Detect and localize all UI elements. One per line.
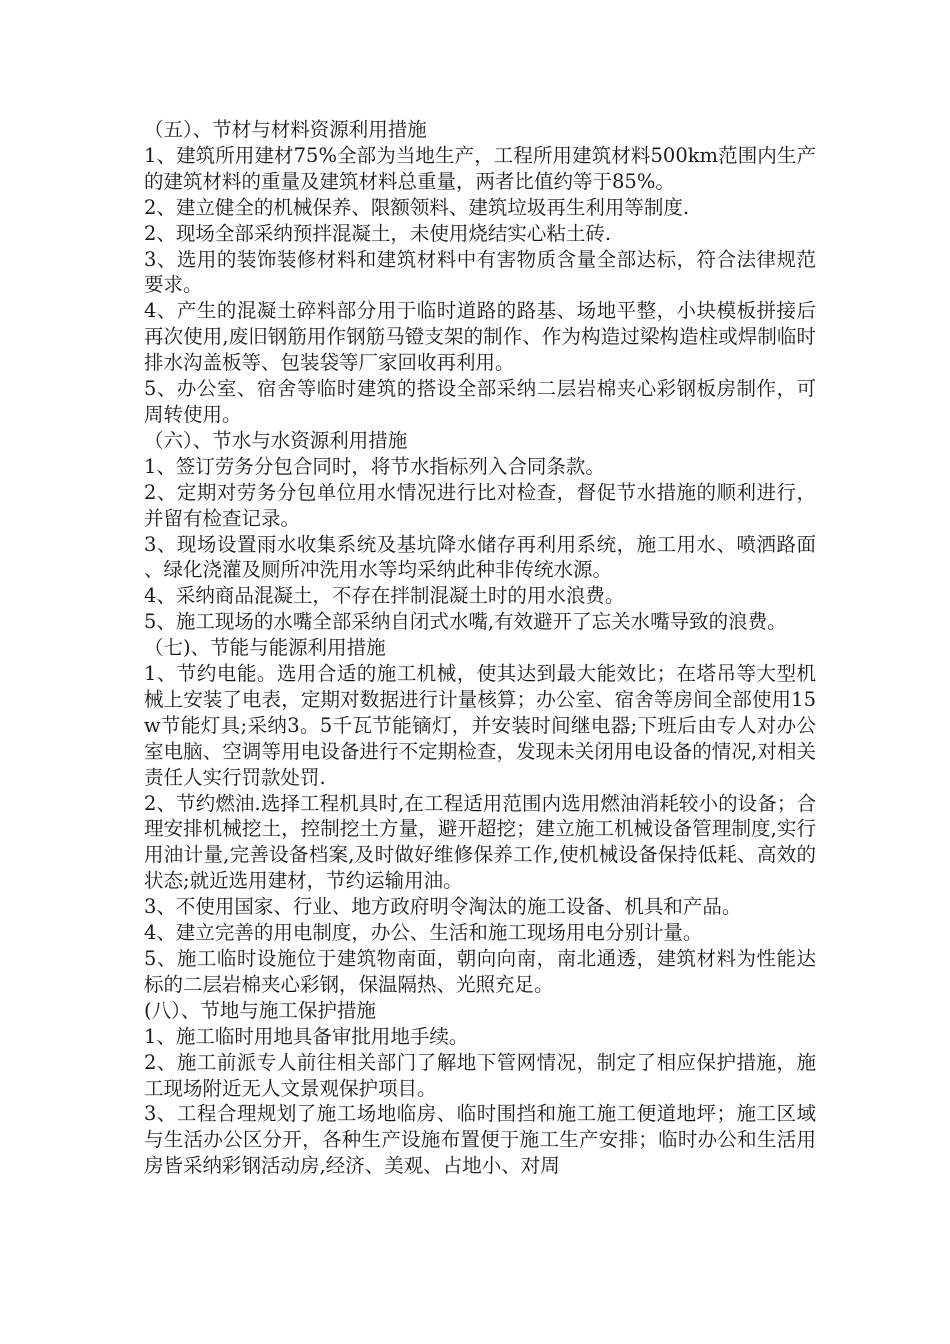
paragraph-7-4: 4、建立完善的用电制度，办公、生活和施工现场用电分别计量。 (144, 921, 703, 945)
section-heading-6: （六）、节水与水资源利用措施 (144, 428, 408, 452)
paragraph-8-1: 1、施工临时用地具备审批用地手续。 (144, 1024, 469, 1048)
paragraph-8-2: 2、施工前派专人前往相关部门了解地下管网情况，制定了相应保护措施，施工现场附近无人文景观保护项目。 (144, 1050, 816, 1100)
paragraph-8-3: 3、工程合理规划了施工场地临房、临时围挡和施工施工便道地坪；施工区域与生活办公区分开，各种生产设施布置便于施工生产安排；临时办公和生活用房皆采纳彩钢活动房,经济、美观、占地小、对周 (144, 1102, 816, 1178)
paragraph-6-3: 3、现场设置雨水收集系统及基坑降水储存再利用系统，施工用水、喷洒路面、绿化浇灌及厕所冲洗用水等均采纳此种非传统水源。 (144, 532, 816, 582)
paragraph-7-3: 3、不使用国家、行业、地方政府明令淘汰的施工设备、机具和产品。 (144, 895, 742, 919)
paragraph-5-2: 2、建立健全的机械保养、限额领料、建筑垃圾再生利用等制度. (144, 195, 690, 219)
paragraph-7-1: 1、节约电能。选用合适的施工机械，使其达到最大能效比；在塔吊等大型机械上安装了电表，定期对数据进行计量核算；办公室、宿舍等房间全部使用15w节能灯具;采纳3。5千瓦节能镝灯，并安装时间继电器;下班后由专人对办公室电脑、空调等用电设备进行不定期检查，发现未关闭用电设备的情况,对相关责任人实行罚款处罚. (144, 662, 816, 789)
paragraph-6-1: 1、签订劳务分包合同时，将节水指标列入合同条款。 (144, 454, 605, 478)
paragraph-5-4: 4、产生的混凝土碎料部分用于临时道路的路基、场地平整，小块模板拼接后再次使用,废旧钢筋用作钢筋马镫支架的制作、作为构造过梁构造柱或焊制临时排水沟盖板等、包装袋等厂家回收再利用。 (144, 299, 816, 375)
paragraph-6-2: 2、定期对劳务分包单位用水情况进行比对检查，督促节水措施的顺利进行，并留有检查记录。 (144, 480, 816, 530)
section-heading-5: （五）、节材与材料资源利用措施 (144, 118, 427, 141)
document-body (144, 117, 816, 1179)
paragraph-7-2: 2、节约燃油.选择工程机具时,在工程适用范围内选用燃油消耗较小的设备；合理安排机械挖土，控制挖土方量，避开超挖；建立施工机械设备管理制度,实行用油计量,完善设备档案,及时做好维修保养工作,使机械设备保持低耗、高效的状态;就近选用建材，节约运输用油。 (144, 791, 816, 893)
paragraph-5-3: 3、选用的装饰装修材料和建筑材料中有害物质含量全部达标，符合法律规范要求。 (144, 247, 816, 297)
paragraph-5-5: 5、办公室、宿舍等临时建筑的搭设全部采纳二层岩棉夹心彩钢板房制作，可周转使用。 (144, 377, 816, 426)
paragraph-5-1: 1、建筑所用建材75%全部为当地生产，工程所用建筑材料500km范围内生产的建筑材料的重量及建筑材料总重量，两者比值约等于85%。 (144, 143, 816, 193)
paragraph-6-4: 4、采纳商品混凝土，不存在拌制混凝土时的用水浪费。 (144, 584, 625, 608)
section-heading-7: （七)、节能与能源利用措施 (144, 636, 386, 660)
paragraph-7-5: 5、施工临时设施位于建筑物南面，朝向向南，南北通透，建筑材料为性能达标的二层岩棉夹心彩钢，保温隔热、光照充足。 (144, 947, 816, 996)
paragraph-6-5: 5、施工现场的水嘴全部采纳自闭式水嘴,有效避开了忘关水嘴导致的浪费。 (144, 610, 787, 634)
paragraph-5-2b: 2、现场全部采纳预拌混凝土，未使用烧结实心粘土砖. (144, 221, 612, 245)
section-heading-8: (八）、节地与施工保护措施 (144, 998, 376, 1022)
